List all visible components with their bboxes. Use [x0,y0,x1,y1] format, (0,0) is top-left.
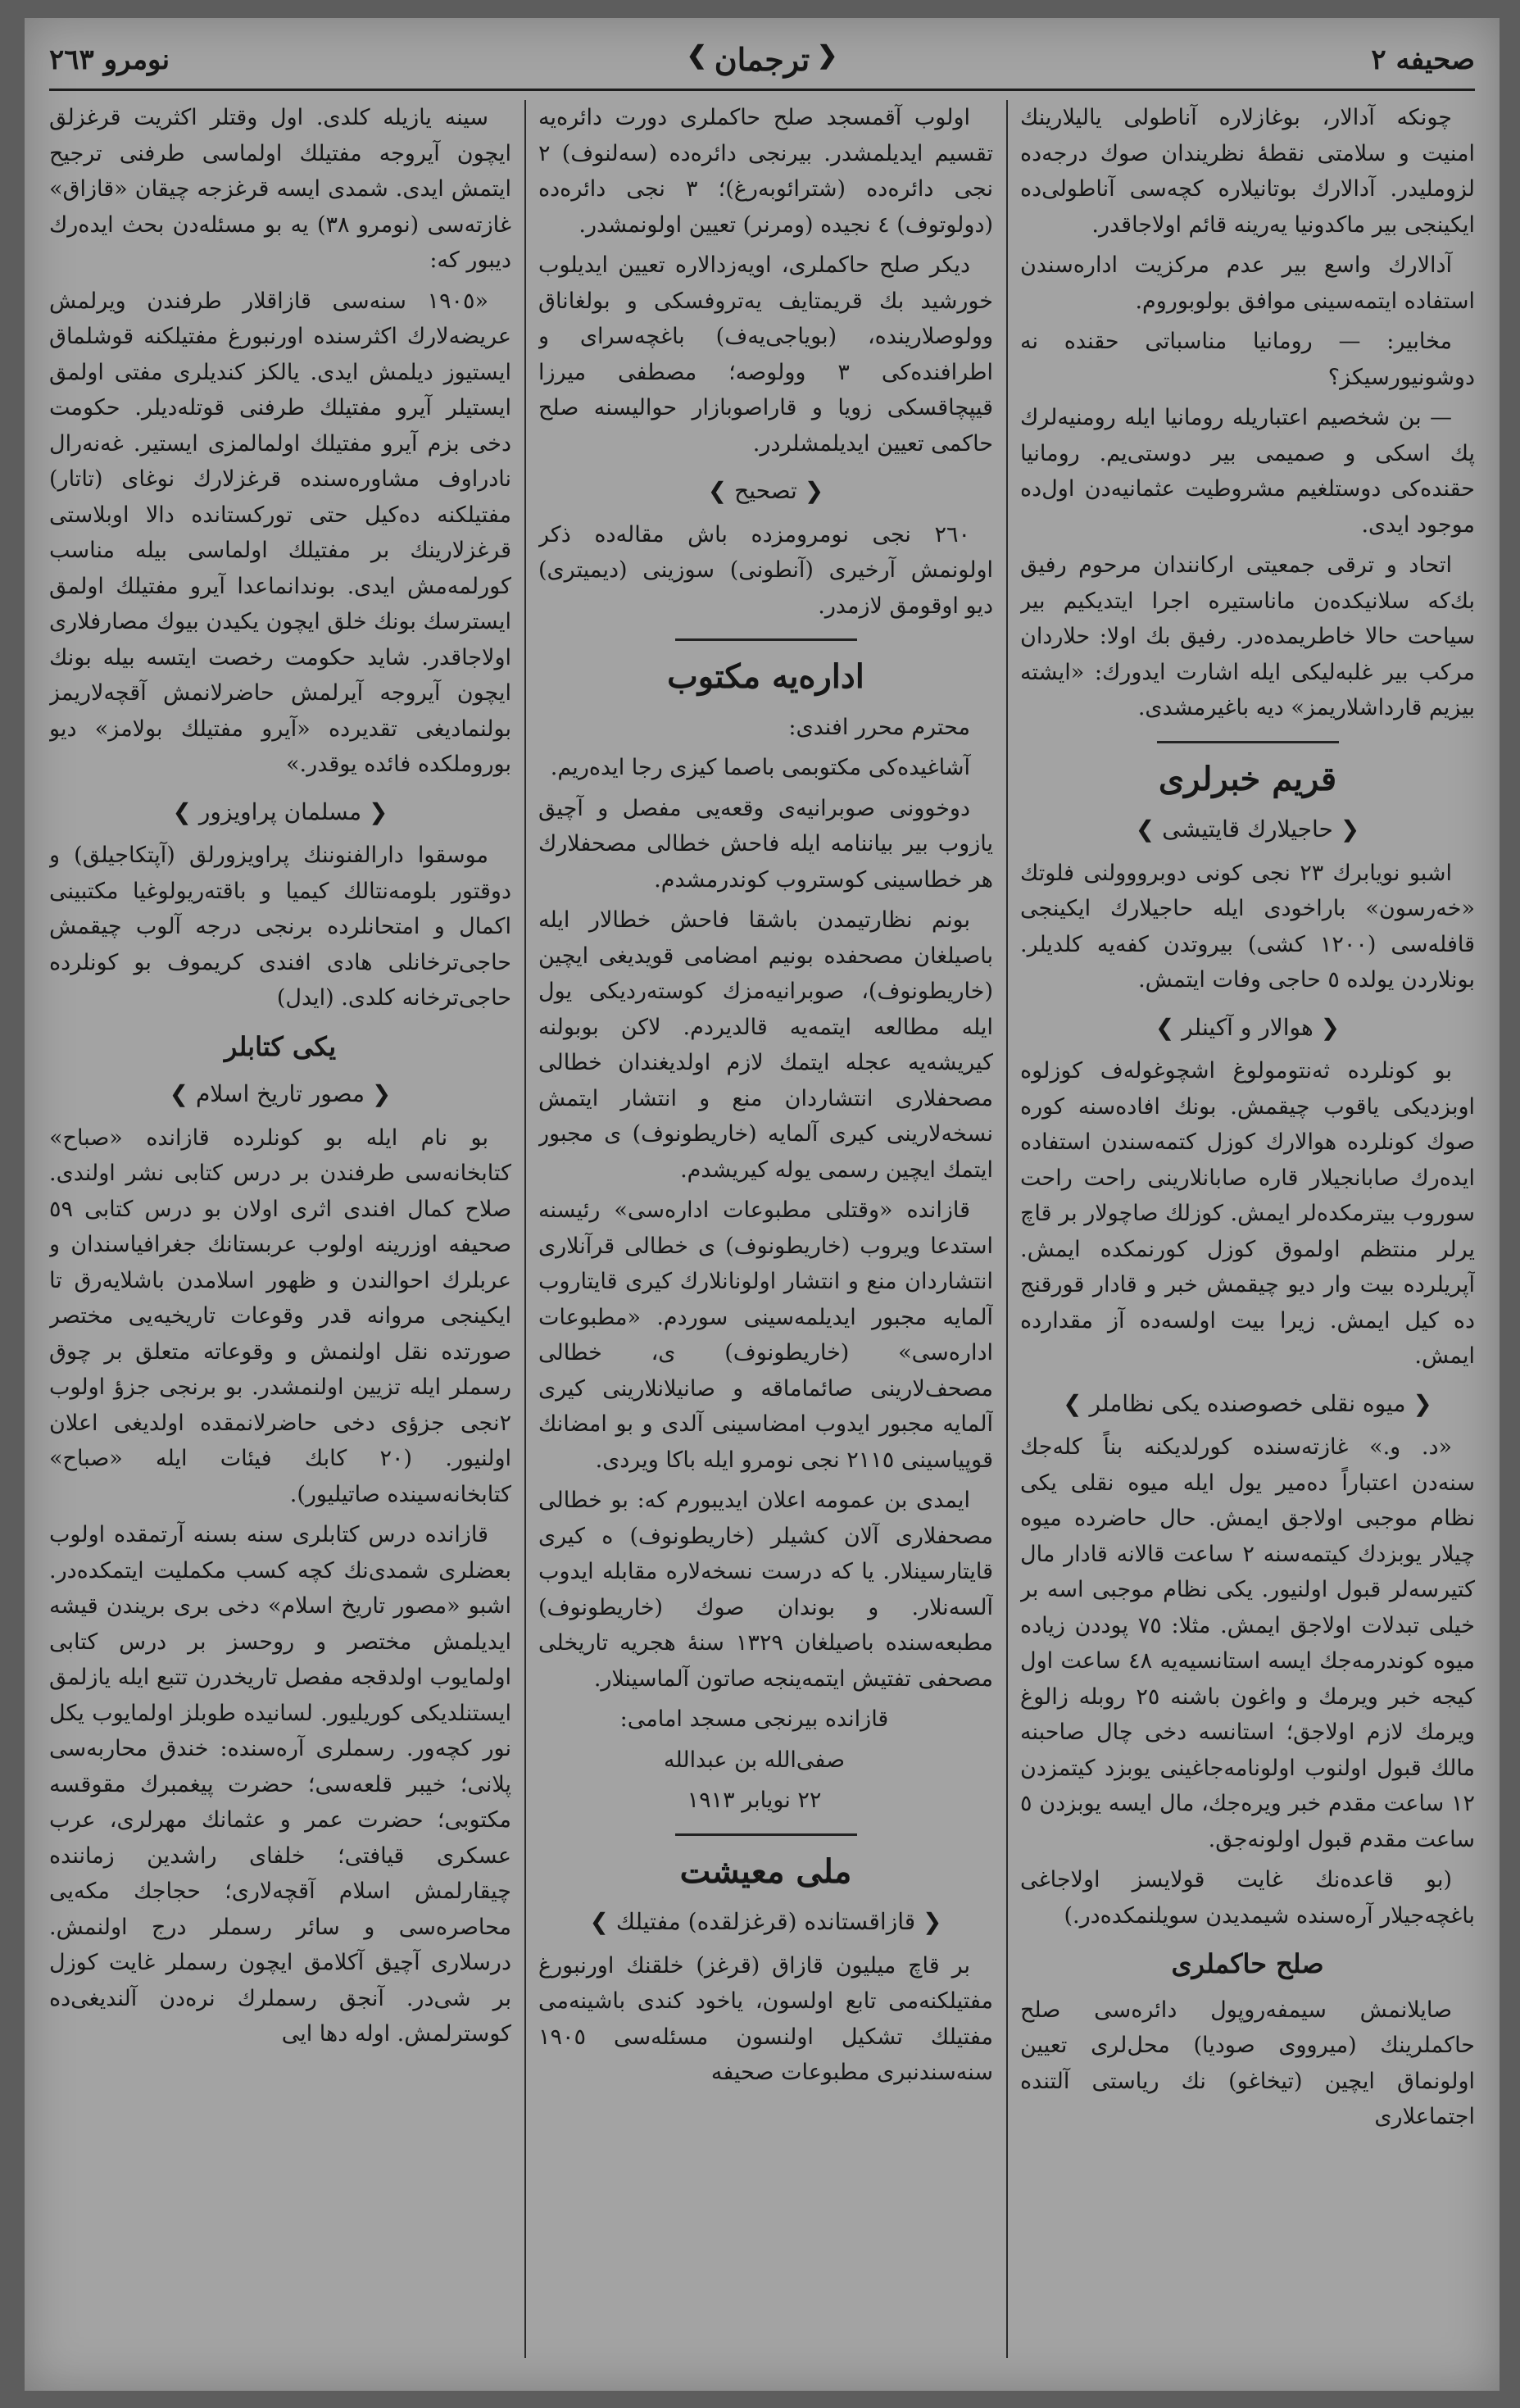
subheading: ❮ میوه نقلی خصوصنده یكی نظاملر ❯ [1020,1386,1475,1422]
paragraph: چونكه آدالار، بوغازلاره آناطولی یالیلارینك امنیت و سلامتی نقطهٔ نظریندان صوك درجه‌ده لزوملیدر. آدالارك بوتانیلاره كچه‌سی آناطولی‌ده ایكینجی بیر ماكدونیا یه‌رینه قائم اولاجاقدر. [1020,105,1475,238]
signature-line: قازانده بیرنجی مسجد امامی: [619,1706,889,1732]
paragraph: محترم محرر افندی: [788,714,970,740]
paragraph: قازانده «وقتلی مطبوعات اداره‌سی» رئیسنه استدعا ویروب (خاریطونوف) ی خطالی قرآنلاری انتشاردان منع و انتشار اولونانلارك كیری قایتاروب آلمایه مجبور ایدیلمه‌سینی سوردم. «مطبوعات اداره‌سی» (خاریطونوف) ی، خطالی مصحف‌لارینی صائماماقه و صانیلانلارینی كیری آلمایه مجبور ایدوب امضاسینی آلدی و بو امضانك قوپیاسینی ٢١١٥ نجی نومرو ایله باكا ویردی. [538,1197,993,1473]
paragraph: اتحاد و ترقی جمعیتی اركانندان مرحوم رفیق بك‌كه سلانیكده‌ن ماناستیره اجرا ایتدیكیم بیر سیاحت حالا خاطریمده‌در. رفیق بك اولا: حلاردان مركب بیر غلبه‌لیكی ایله اشارت ایدورك: «ایشته بیزیم قارداشلاریمز» دیه باغیرمشدی. [1020,552,1475,720]
column-divider [1006,100,1008,2358]
subheading: صلح حاكملری [1171,1948,1324,1979]
paragraph: آشاغیده‌كی مكتوبمی باصما كیزی رجا ایده‌ریم. [550,755,970,780]
letter-date: ٢٢ نویابر ١٩١٣ [687,1788,822,1813]
paragraph: دوخوونی صوبرانیه‌ی وقعه‌یی مفصل و آچیق یازوب بیر بیاننامه ایله فاحش خطالی مصحفلارك هر خطاسینی كوستروب كوندرمشدم. [538,795,993,893]
paragraph: بر قاچ میلیون قازاق (قرغز) خلقنك اورنبورغ مفتیلكنه‌می تابع اولسون، یاخود كندی باشینه‌می مفتیلك تشكیل اولنسون مسئله‌سی ١٩٠٥ سنه‌سندنبری مطبوعات صحیفه‌ [538,1952,993,2085]
paragraph: بو نام ایله بو كونلرده قازانده «صباح» كتابخانه‌سی طرفندن بر درس كتابی نشر اولندی. صلاح كمال افندی اثری اولان بو درس كتابی ٥٩ صحیفه اوزرینه اولوب عربستانك جغرافیاسندان و عربلرك احوالندن و ظهور اسلامدن باشلایه‌رق تا ایكینجی مروانه قدر وقوعات تاریخیه‌یی مختصر صورتده نقل اولنمش و وقوعاته متعلق بر چوق رسملر ایله تزیین اولنمشدر. بو برنجی جزؤ اولوب ٢نجی جزؤی دخی حاضرلانمقده اولدیغی اعلان اولنیور. (٢٠ كابك فیئات ایله «صباح» كتابخانه‌سینده صاتیلیور). [49,1124,511,1507]
paragraph: آدالارك واسع بیر عدم مركزیت اداره‌سندن استفاده ایتمه‌سینی موافق بولوبوروم. [1020,252,1475,314]
section-heading: یكی كتابلر [224,1030,337,1062]
page-label: صحيفه ٢ [1371,43,1475,76]
column-divider [524,100,526,2358]
section-heading: ملی معیشت [679,1851,852,1891]
subheading: ❮ حاجیلارك قایتیشی ❯ [1020,811,1475,847]
paragraph: مخابیر: — رومانیا مناسباتی حقنده نه دوشونیورسیكز؟ [1020,329,1475,390]
paragraph: موسقوا دارالفنوننك پراویزورلق (آپتكاجیلق) و دوقتور بلومه‌نتالك كیمیا و باقته‌ریولوغیا مكتبینی اكمال و امتحانلرده برنجی درجه آلوب چیقمش حاجی‌ترخانلی هادی افندی كریموف بو كونلرده حاجی‌ترخانه كلدی. (ایدل) [49,843,511,1011]
section-separator [675,638,857,641]
paragraph: سینه یازیله كلدی. اول وقتلر اكثریت قرغزلق ایچون آیروجه مفتیلك اولماسی طرفنی ترجیح ایتمش ایدی. شمدی ایسه قرغزجه چیقان «قازاق» غازته‌سی (نومرو ٣٨) یه بو مسئله‌دن بحث ایده‌رك دیبور كه: [49,105,511,273]
newspaper-title: ❮ ترجمان ❯ [687,34,838,84]
paragraph: دیكر صلح حاكملری، اویه‌زدالاره تعیین ایدیلوب خورشید بك قریمتایف یه‌تروفسكی و بولغاناق وولوصلارینده، (بویاجی‌یه‌ف) باغچه‌سرای و اطرافنده‌كی ٣ وولوصه؛ مصطفی میرزا قیپچاقسكی زویا و قاراصوبازار حوالیسنه صلح حاكمی تعیین ایدیلمشلردر. [538,252,993,457]
paragraph: بونم نظارتیمدن باشقا فاحش خطالار ایله باصیلغان مصحفده بونیم امضامی قویدیغی ایچین (خاریطونوف)، صوبرانیه‌مزك كوسته‌ردیكی یول ایله مطالعه ایتمه‌یه قالدیردم. لاكن بوبولنه كیریشه‌یه عجله ایتمك لازم اولدیغندان خطالی مصحفلاری انتشاردان منع و انتشار ایتمش نسخه‌لارینی كیری آلمایه (خاریطونوف) ی مجبور ایتمك ایچین رسمی یوله كیریشدم. [538,907,993,1183]
newspaper-page [25,18,1500,2391]
paragraph: قازانده درس كتابلری سنه بسنه آرتمقده اولوب بعضلری شمدی‌نك كچه كسب مكملیت ایتمكده‌در. اشبو «مصور تاریخ اسلام» دخی بری بریندن قیشه ایدیلمش مختصر و روحسز بر درس كتابی اولمایوب اولدقجه مفصل تاریخدرن تتبع ایله یازلمق ایستنلدیكی كوریلیور. لسانیده طوبلز اولمایوب یكل نور كچه‌ور. رسملری آره‌سنده: خندق محاربه‌سی پلانی؛ خیبر قلعه‌سی؛ حضرت پیغمبرك مقوقسه مكتوبی؛ حضرت عمر و عثمانك مهرلری، عرب عسكری قیافتی؛ خلفای راشدین زماننده چیقارلمش اسلام آقچه‌لاری؛ حجاجك مكه‌یی محاصره‌سی و سائر رسملر درج اولنمش. درسلاری آچیق آكلامق ایچون رسملر غایت كوزل بر شی‌در. آنجق رسملرك نره‌دن آلندیغی‌ده كوسترلمش. اوله دها ایی [49,1522,511,2047]
section-heading: اداره‌یه مكتوب [667,657,864,696]
paragraph: «١٩٠٥ سنه‌سی قازاقلار طرفندن ویرلمش عریضه‌لارك اكثرسنده اورنبورغ مفتیلكنه قوشلماق ایستیوز دیلمش ایدی. یالكز كندیلری مفتی اولمق ایستیلر آیرو مفتیلك طرفنی قوتله‌دیلر. حكومت دخی بزم آیرو مفتیلك اولمالمزی ایستیر. غه‌نه‌رال نادراوف مشاوره‌سنده قرغزلارك نوغای (تاتار) مفتیلكنه ده‌كیل حتی توركستانده دالا اوبلاستی قرغزلارینك بر مفتیلك اولماسی بیله مناسب كورلمه‌مش ایدی. بوندانماعدا آیرو مفتیلك اولمق ایسترسك بونك خلق ایچون یكیدن بیوك مصارفلاری اولاجاقدر. شاید حكومت رخصت ایتسه بیله بونك ایچون آیروجه آیرلمش حاضرلانمش آقچه‌لاریمز بولنمادیغی تقدیرده «آیرو مفتیلك بولامز» دیو بوروملكده فائده یوقدر.» [49,288,511,777]
column-left [49,100,511,2366]
section-separator [675,1833,857,1836]
subheading: ❮ تصحیح ❯ [538,473,993,509]
subheading: ❮ مسلمان پراویزور ❯ [49,794,511,830]
issue-label: نومرو ٢٦٣ [49,43,170,76]
paragraph: اولوب آقمسجد صلح حاكملری دورت دائره‌یه تقسیم ایدیلمشدر. بیرنجی دائره‌ده (سه‌لنوف) ٢ نجی دائره‌ده (شترائوبه‌رغ)؛ ٣ نجی دائره‌ده (دولوتوف) ٤ نجیده (ومرنر) تعیین اولونمشدر. [538,105,993,238]
paragraph: (بو قاعده‌نك غایت قولایسز اولاجاغی باغچه‌جیلار آره‌سنده شیمدیدن سویلنمكده‌در.) [1020,1867,1475,1929]
section-heading: قریم خبرلری [1158,759,1337,798]
subheading: ❮ قازاقستانده (قرغزلقده) مفتیلك ❯ [538,1904,993,1940]
subheading: ❮ مصور تاریخ اسلام ❯ [49,1076,511,1112]
paragraph: اشبو نویابرك ٢٣ نجی كونی دوبرووولنی فلوتك «خه‌رسون» باراخودی ایله حاجیلارك ایكینجی قافله‌سی (١٢٠٠ كشی) بیروتدن كفه‌یه كلدیلر. بونلاردن یولده ٥ حاجی وفات ایتمش. [1020,860,1475,993]
paragraph: بو كونلرده ثه‌نتومولوغ اشچوغوله‌ف كوزلوه اوبزدیكی یاقوب چیقمش. بونك افاده‌سنه كوره صوك كونلرده هوالارك كوزل كتمه‌سندن استفاده ایده‌رك صابانجیلار قاره صابانلارینی راحت راحت سوروب بیترمكده‌لر ایمش. كوزلك صاچولار بر قاچ یرلر منتظم اولموق كوزل كورنمكده ایمش. آپریلرده بیت وار دیو چیقمش خبر و قادار قورقنج ده كیل ایمش. زیرا بیت اولسه‌ده آز مقدارده ایمش. [1020,1058,1475,1369]
paragraph: — بن شخصیم اعتباریله رومانیا ایله رومنیه‌لرك پك اسكی و صمیمی بیر دوستی‌یم. رومانیا حقنده‌كی دوستلغیم مشروطیت عثمانیه‌دن اول‌ده موجود ایدی. [1020,405,1475,538]
column-middle [538,100,993,2366]
signature-name: صفی‌الله بن عبدالله [663,1747,846,1773]
masthead-rule [49,89,1475,91]
paragraph: ٢٦٠ نجی نومرومزده باش مقاله‌ده ذكر اولونمش آرخیری (آنطونی) سوزینی (دیمیتری) دیو اوقومق لازمدر. [538,521,993,619]
subheading: ❮ هوالار و آكینلر ❯ [1020,1010,1475,1046]
column-right [1020,100,1475,2366]
paragraph: ایمدی بن عمومه اعلان ایدیبورم كه: بو خطالی مصحفلاری آلان كشیلر (خاریطونوف) ه كیری قایتارسینلار. یا كه درست نسخه‌لاره مقابله ایدوب آلسه‌نلار. و بوندان صوك (خاریطونوف) مطبعه‌سنده باصیلغان ١٣٢٩ سنهٔ هجریه تاریخلی مصحفی تفتیش ایتمه‌ینجه صاتون آلماسینلار. [538,1488,993,1692]
paragraph: صایلانمش سیمفه‌روپول دائره‌سی صلح حاكملرینك (میرووی صودیا) محل‌لری تعیین اولونماق ایچین (تیخاغو) نك ریاستی آلتنده اجتماعلاری [1020,1997,1475,2129]
masthead [49,31,1475,89]
paragraph: «د. و.» غازته‌سنده كورلدیكنه بناً كله‌جك سنه‌دن اعتباراً ده‌میر یول ایله میوه نقلی یكی نظام موجبی اولاجق ایمش. حال حاضرده میوه چیلار یوبزدك كیتمه‌سنه ٢ ساعت قالانه قادار مال كتیرسه‌لر قبول اولنیور. یكی نظام موجبی اسه بر خیلی تبدلات اولاجق ایمش. مثلا: ٧٥ پوددن زیاده میوه كوندرمه‌جك ایسه استانسیه‌یه ٤٨ ساعت اول كیجه خبر ویرمك و واغون باشنه ٢٥ روبله زالوغ ویرمك لازم اولاجق؛ استانسه دخی چال صاحبنه مالك قبول اولنوب اولونامه‌جاغینی یوبزد كیتمزدن ١٢ ساعت مقدم خبر ویره‌جك، مال ایسه یوبزدن ٥ ساعت مقدم قبول اولونه‌جق. [1020,1434,1475,1852]
section-separator [1157,741,1339,743]
